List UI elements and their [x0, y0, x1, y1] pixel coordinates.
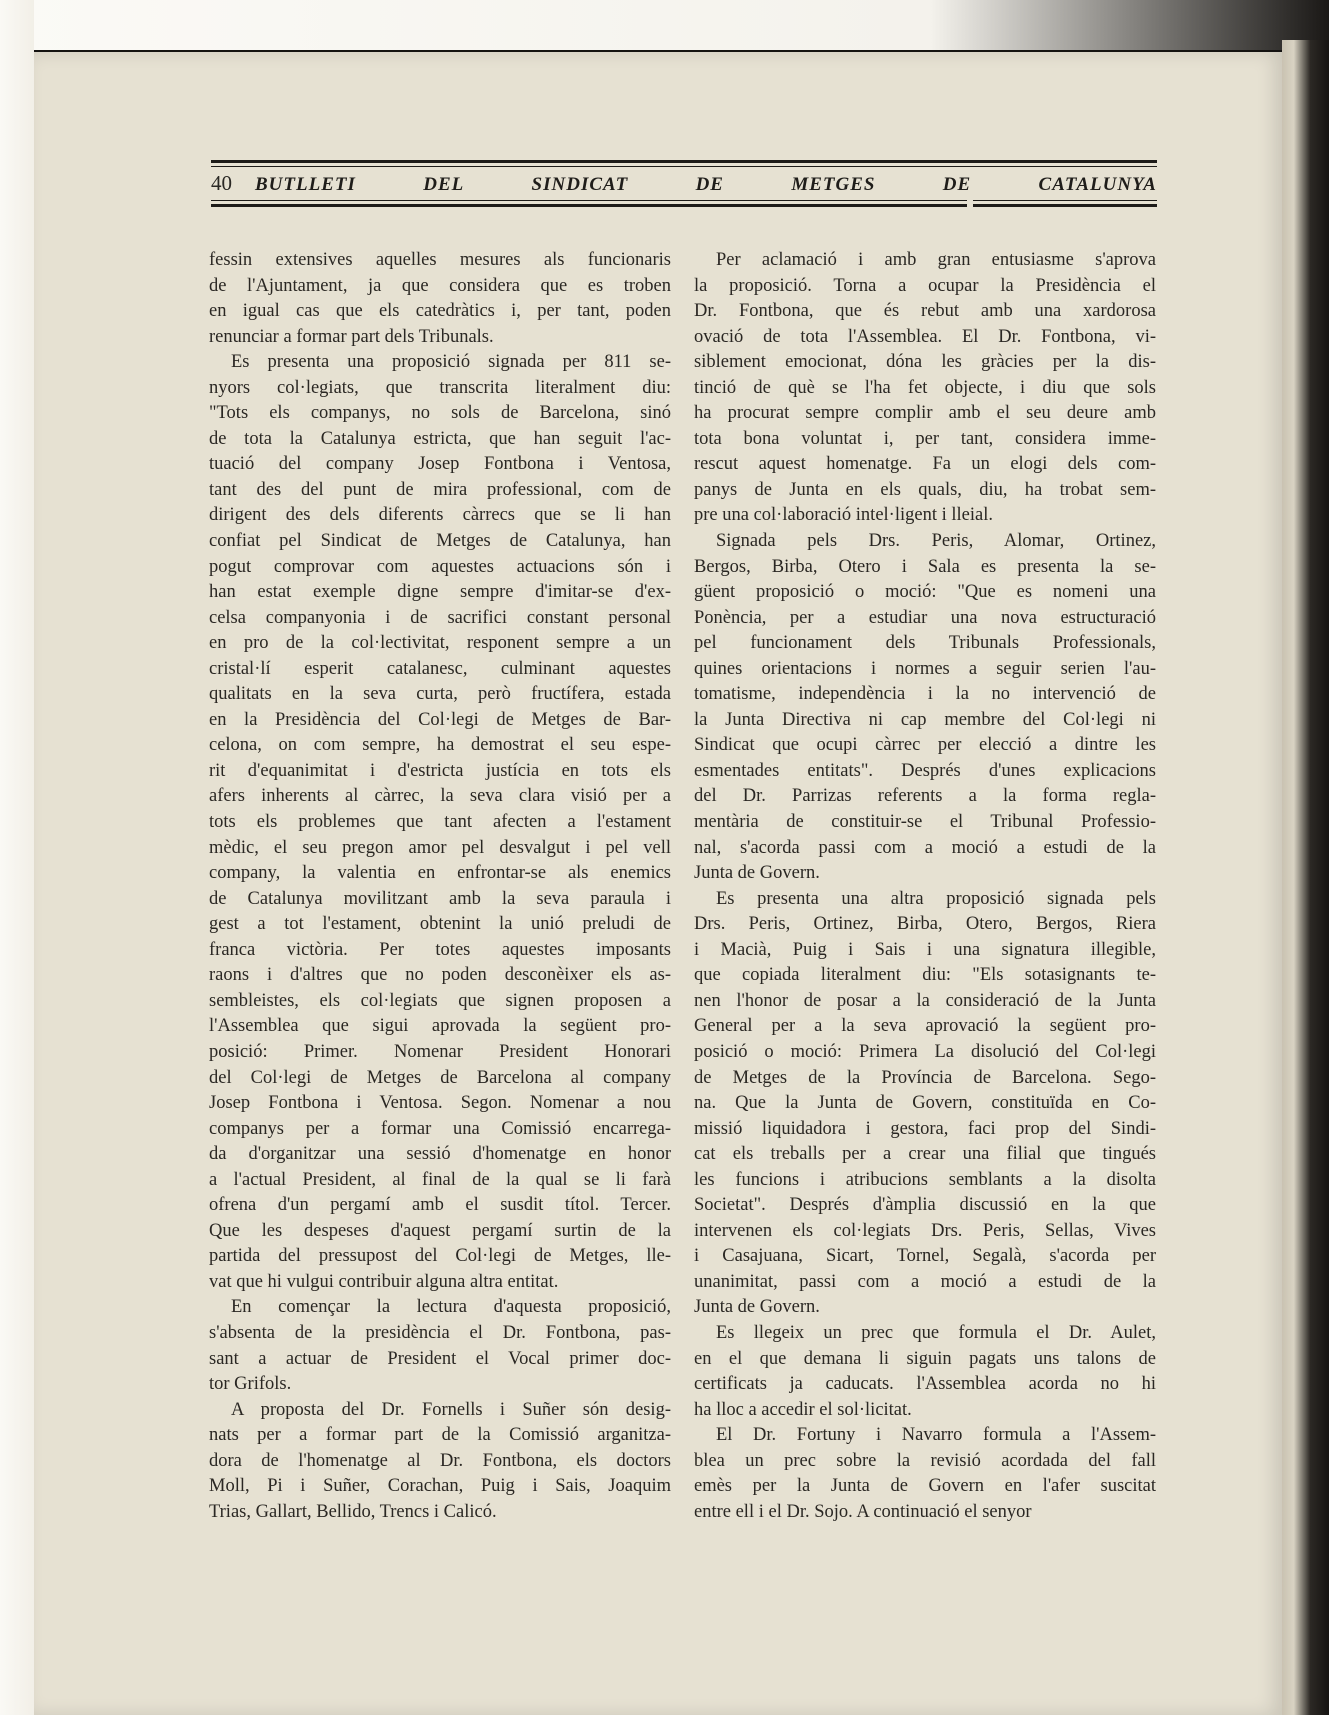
text-line: ovació de tota l'Assemblea. El Dr. Fontbona, vi-	[694, 326, 1156, 347]
text-line: nyors col·legiats, que transcrita literalment diu:	[209, 377, 671, 398]
text-line: Trias, Gallart, Bellido, Trencs i Calicó.	[209, 1501, 497, 1522]
text-line: la proposició. Torna a ocupar la Presidència el	[694, 275, 1156, 296]
text-line: en igual cas que els catedràtics i, per tant, poden	[209, 301, 671, 322]
text-line: confiat pel Sindicat de Metges de Catalunya, han	[209, 531, 671, 552]
text-line: Junta de Govern.	[694, 1297, 820, 1318]
text-line: raons i d'altres que no poden desconèixer els as-	[209, 965, 671, 986]
text-line: la Junta Directiva ni cap membre del Col·legi ni	[694, 709, 1156, 730]
text-line: En començar la lectura d'aquesta proposició,	[231, 1297, 671, 1318]
text-line: de Catalunya movilitzant amb la seva paraula i	[209, 888, 671, 909]
running-title-word: CATALUNYA	[1038, 174, 1157, 195]
running-title-word: METGES	[791, 174, 876, 195]
text-line: Es presenta una proposició signada per 811 se-	[231, 352, 671, 373]
text-line: partida del pressupost del Col·legi de Metges, lle-	[209, 1246, 671, 1267]
text-line: nats per a formar part de la Comissió arganitza-	[209, 1425, 671, 1446]
text-line: en pro de la col·lectivitat, responent sempre a un	[209, 633, 671, 654]
text-line: celsa companyonia i de sacrifici constant personal	[209, 607, 671, 628]
text-line: vat que hi vulgui contribuir alguna altra entitat.	[209, 1271, 559, 1292]
text-line: en la Presidència del Col·legi de Metges de Bar-	[209, 709, 671, 730]
header-rule-top	[211, 160, 1157, 163]
text-line: de l'Ajuntament, ja que considera que es troben	[209, 275, 671, 296]
paragraph	[209, 248, 671, 350]
text-line: tant des del punt de mira professional, com de	[209, 479, 671, 500]
text-line: A proposta del Dr. Fornells i Suñer són desig-	[231, 1399, 671, 1420]
text-line: ofrena d'un pergamí amb el susdit títol. Tercer.	[209, 1195, 671, 1216]
text-line: Sindicat que ocupi càrrec per elecció a dintre les	[694, 735, 1156, 756]
text-line: company, la valentia en enfrontar-se als enemics	[209, 863, 671, 884]
text-line: "Tots els companys, no sols de Barcelona, sinó	[209, 403, 671, 424]
text-line: nen l'honor de posar a la consideració de la Junta	[694, 990, 1156, 1011]
text-line: Signada pels Drs. Peris, Alomar, Ortinez,	[716, 531, 1156, 552]
text-line: i Macià, Puig i Sais i una signatura illegible,	[694, 939, 1156, 960]
text-line: de tota la Catalunya estricta, que han seguit l'ac-	[209, 428, 671, 449]
paragraph	[209, 350, 671, 1295]
text-line: sembleistes, els col·legiats que signen proposen a	[209, 990, 671, 1011]
header-rule-bottom	[211, 204, 1157, 207]
text-line: companys per a formar una Comissió encarrega-	[209, 1118, 671, 1139]
text-line: Bergos, Birba, Otero i Sala es presenta la se-	[694, 556, 1156, 577]
text-line: afers inherents al càrrec, la seva clara visió per a	[209, 786, 671, 807]
paragraph	[694, 248, 1156, 529]
text-line: dirigent des dels diferents càrrecs que se li han	[209, 505, 671, 526]
paragraph	[209, 1295, 671, 1397]
text-line: pel funcionament dels Tribunals Professionals,	[694, 633, 1156, 654]
text-line: nal, s'acorda passi com a moció a estudi de la	[694, 837, 1156, 858]
text-line: Per aclamació i amb gran entusiasme s'aprova	[716, 250, 1156, 270]
text-line: franca victòria. Per totes aquestes imposants	[209, 939, 671, 960]
running-title	[255, 174, 1157, 196]
text-line: dora de l'homenatge al Dr. Fontbona, els doctors	[209, 1450, 671, 1471]
text-line: que copiada literalment diu: "Els sotasignants te-	[694, 965, 1156, 986]
text-line: emès per la Junta de Govern en l'afer suscitat	[694, 1476, 1156, 1497]
text-line: quines orientacions i normes a seguir serien l'au-	[694, 658, 1156, 679]
text-line: unanimitat, passi com a moció a estudi de la	[694, 1271, 1156, 1292]
header-rule-bottom-thin	[211, 200, 1157, 201]
running-title-word: DE	[942, 174, 972, 195]
text-line: certificats ja caducats. l'Assemblea acorda no hi	[694, 1374, 1156, 1395]
text-line: del Dr. Parrizas referents a la forma regla-	[694, 786, 1156, 807]
text-line: entre ell i el Dr. Sojo. A continuació el senyor	[694, 1501, 1032, 1522]
text-line: Junta de Govern.	[694, 863, 820, 884]
paragraph	[694, 529, 1156, 887]
text-line: tota bona voluntat i, per tant, considera imme-	[694, 428, 1156, 449]
text-line: missió liquidadora i gestora, faci prop del Sindi-	[694, 1118, 1156, 1139]
text-line: pogut comprovar com aquestes actuacions són i	[209, 556, 671, 577]
paragraph	[694, 887, 1156, 1321]
scan-left-margin	[0, 0, 34, 1715]
text-line: Moll, Pi i Suñer, Corachan, Puig i Sais, Joaquim	[209, 1476, 671, 1497]
text-line: El Dr. Fortuny i Navarro formula a l'Assem-	[716, 1425, 1156, 1446]
text-line: gest a tot l'estament, obtenint la unió preludi de	[209, 914, 671, 935]
running-title-word: SINDICAT	[531, 174, 629, 195]
text-line: na. Que la Junta de Govern, constituïda en Co-	[694, 1093, 1156, 1114]
text-line: panys de Junta en els quals, diu, ha trobat sem-	[694, 479, 1156, 500]
text-line: ha lloc a accedir el sol·licitat.	[694, 1399, 912, 1420]
text-line: sant a actuar de President el Vocal primer doc-	[209, 1348, 671, 1369]
text-line: rescut aquest homenatge. Fa un elogi dels com-	[694, 454, 1156, 475]
text-line: fessin extensives aquelles mesures als funcionaris	[209, 250, 671, 270]
text-line: Ponència, per a estudiar una nova estructuració	[694, 607, 1156, 628]
header-row	[211, 171, 1157, 197]
text-line: blea un prec sobre la revisió acordada del fall	[694, 1450, 1156, 1471]
text-line: tor Grifols.	[209, 1374, 292, 1395]
text-line: en el que demana li siguin pagats uns talons de	[694, 1348, 1156, 1369]
paragraph	[694, 1321, 1156, 1423]
text-line: cat els treballs per a crear una filial que tingués	[694, 1144, 1156, 1165]
left-text-column	[209, 248, 671, 1525]
text-line: Societat". Després d'àmplia discussió en la que	[694, 1195, 1156, 1216]
text-line: les funcions i atribucions semblants a la disolta	[694, 1169, 1156, 1190]
text-line: pre una col·laboració intel·ligent i lleial.	[694, 505, 993, 526]
running-title-word: DEL	[423, 174, 465, 195]
text-line: del Col·legi de Metges de Barcelona al company	[209, 1067, 671, 1088]
text-line: posició: Primer. Nomenar President Honorari	[209, 1041, 671, 1062]
text-line: tinció de què se l'ha fet objecte, i diu que sols	[694, 377, 1156, 398]
paragraph	[694, 1423, 1156, 1525]
text-line: tomatisme, independència i la no intervenció de	[694, 684, 1156, 705]
text-line: tots els problemes que tant afecten a l'estament	[209, 812, 671, 833]
text-line: güent proposició o moció: "Que es nomeni una	[694, 582, 1156, 603]
right-text-column	[694, 248, 1156, 1525]
text-line: General per a la seva aprovació la següent pro-	[694, 1016, 1156, 1037]
page-header	[211, 160, 1157, 212]
text-line: Es llegeix un prec que formula el Dr. Aulet,	[716, 1322, 1156, 1343]
paragraph	[209, 1398, 671, 1526]
text-line: Drs. Peris, Ortinez, Birba, Otero, Bergos, Riera	[694, 914, 1156, 935]
text-line: a l'actual President, al final de la qual se li farà	[209, 1169, 671, 1190]
text-line: mèdic, el seu pregon amor pel desvalgut i pel vell	[209, 837, 671, 858]
text-line: Josep Fontbona i Ventosa. Segon. Nomenar a nou	[209, 1093, 671, 1114]
header-rule-top-thin	[211, 166, 1157, 167]
text-line: mentària de constituir-se el Tribunal Professio-	[694, 812, 1156, 833]
text-line: i Casajuana, Sicart, Tornel, Segalà, s'acorda per	[694, 1246, 1156, 1267]
text-line: siblement emocionat, dóna les gràcies per la dis-	[694, 352, 1156, 373]
text-line: l'Assemblea que sigui aprovada la següent pro-	[209, 1016, 671, 1037]
text-line: Dr. Fontbona, que és rebut amb una xardorosa	[694, 301, 1156, 322]
page-number: 40	[211, 171, 232, 195]
header-rule-break	[967, 199, 973, 209]
adjacent-page-edge	[1282, 40, 1329, 1715]
text-line: rit d'equanimitat i d'estricta justícia en tots els	[209, 760, 671, 781]
text-line: posició o moció: Primera La disolució del Col·legi	[694, 1041, 1156, 1062]
text-line: renunciar a formar part dels Tribunals.	[209, 326, 494, 347]
text-line: ha procurat sempre complir amb el seu deure amb	[694, 403, 1156, 424]
text-line: esmentades entitats". Després d'unes explicacions	[694, 760, 1156, 781]
text-line: Es presenta una altra proposició signada pels	[716, 888, 1156, 909]
text-line: Que les despeses d'aquest pergamí surtin de la	[209, 1220, 671, 1241]
text-line: celona, on com sempre, ha demostrat el seu espe-	[209, 735, 671, 756]
scan-top-margin	[0, 0, 1329, 50]
text-line: s'absenta de la presidència el Dr. Fontbona, pas-	[209, 1322, 671, 1343]
text-line: tuació del company Josep Fontbona i Ventosa,	[209, 454, 671, 475]
text-line: cristal·lí esperit catalanesc, culminant aquestes	[209, 658, 671, 679]
text-line: da d'organitzar una sessió d'homenatge en honor	[209, 1144, 671, 1165]
text-line: intervenen els col·legiats Drs. Peris, Sellas, Vives	[694, 1220, 1156, 1241]
text-line: qualitats en la seva curta, però fructífera, estada	[209, 684, 671, 705]
running-title-word: BUTLLETI	[255, 174, 356, 195]
text-line: han estat exemple digne sempre d'imitar-se d'ex-	[209, 582, 671, 603]
running-title-word: DE	[695, 174, 724, 195]
text-line: de Metges de la Província de Barcelona. Sego-	[694, 1067, 1156, 1088]
